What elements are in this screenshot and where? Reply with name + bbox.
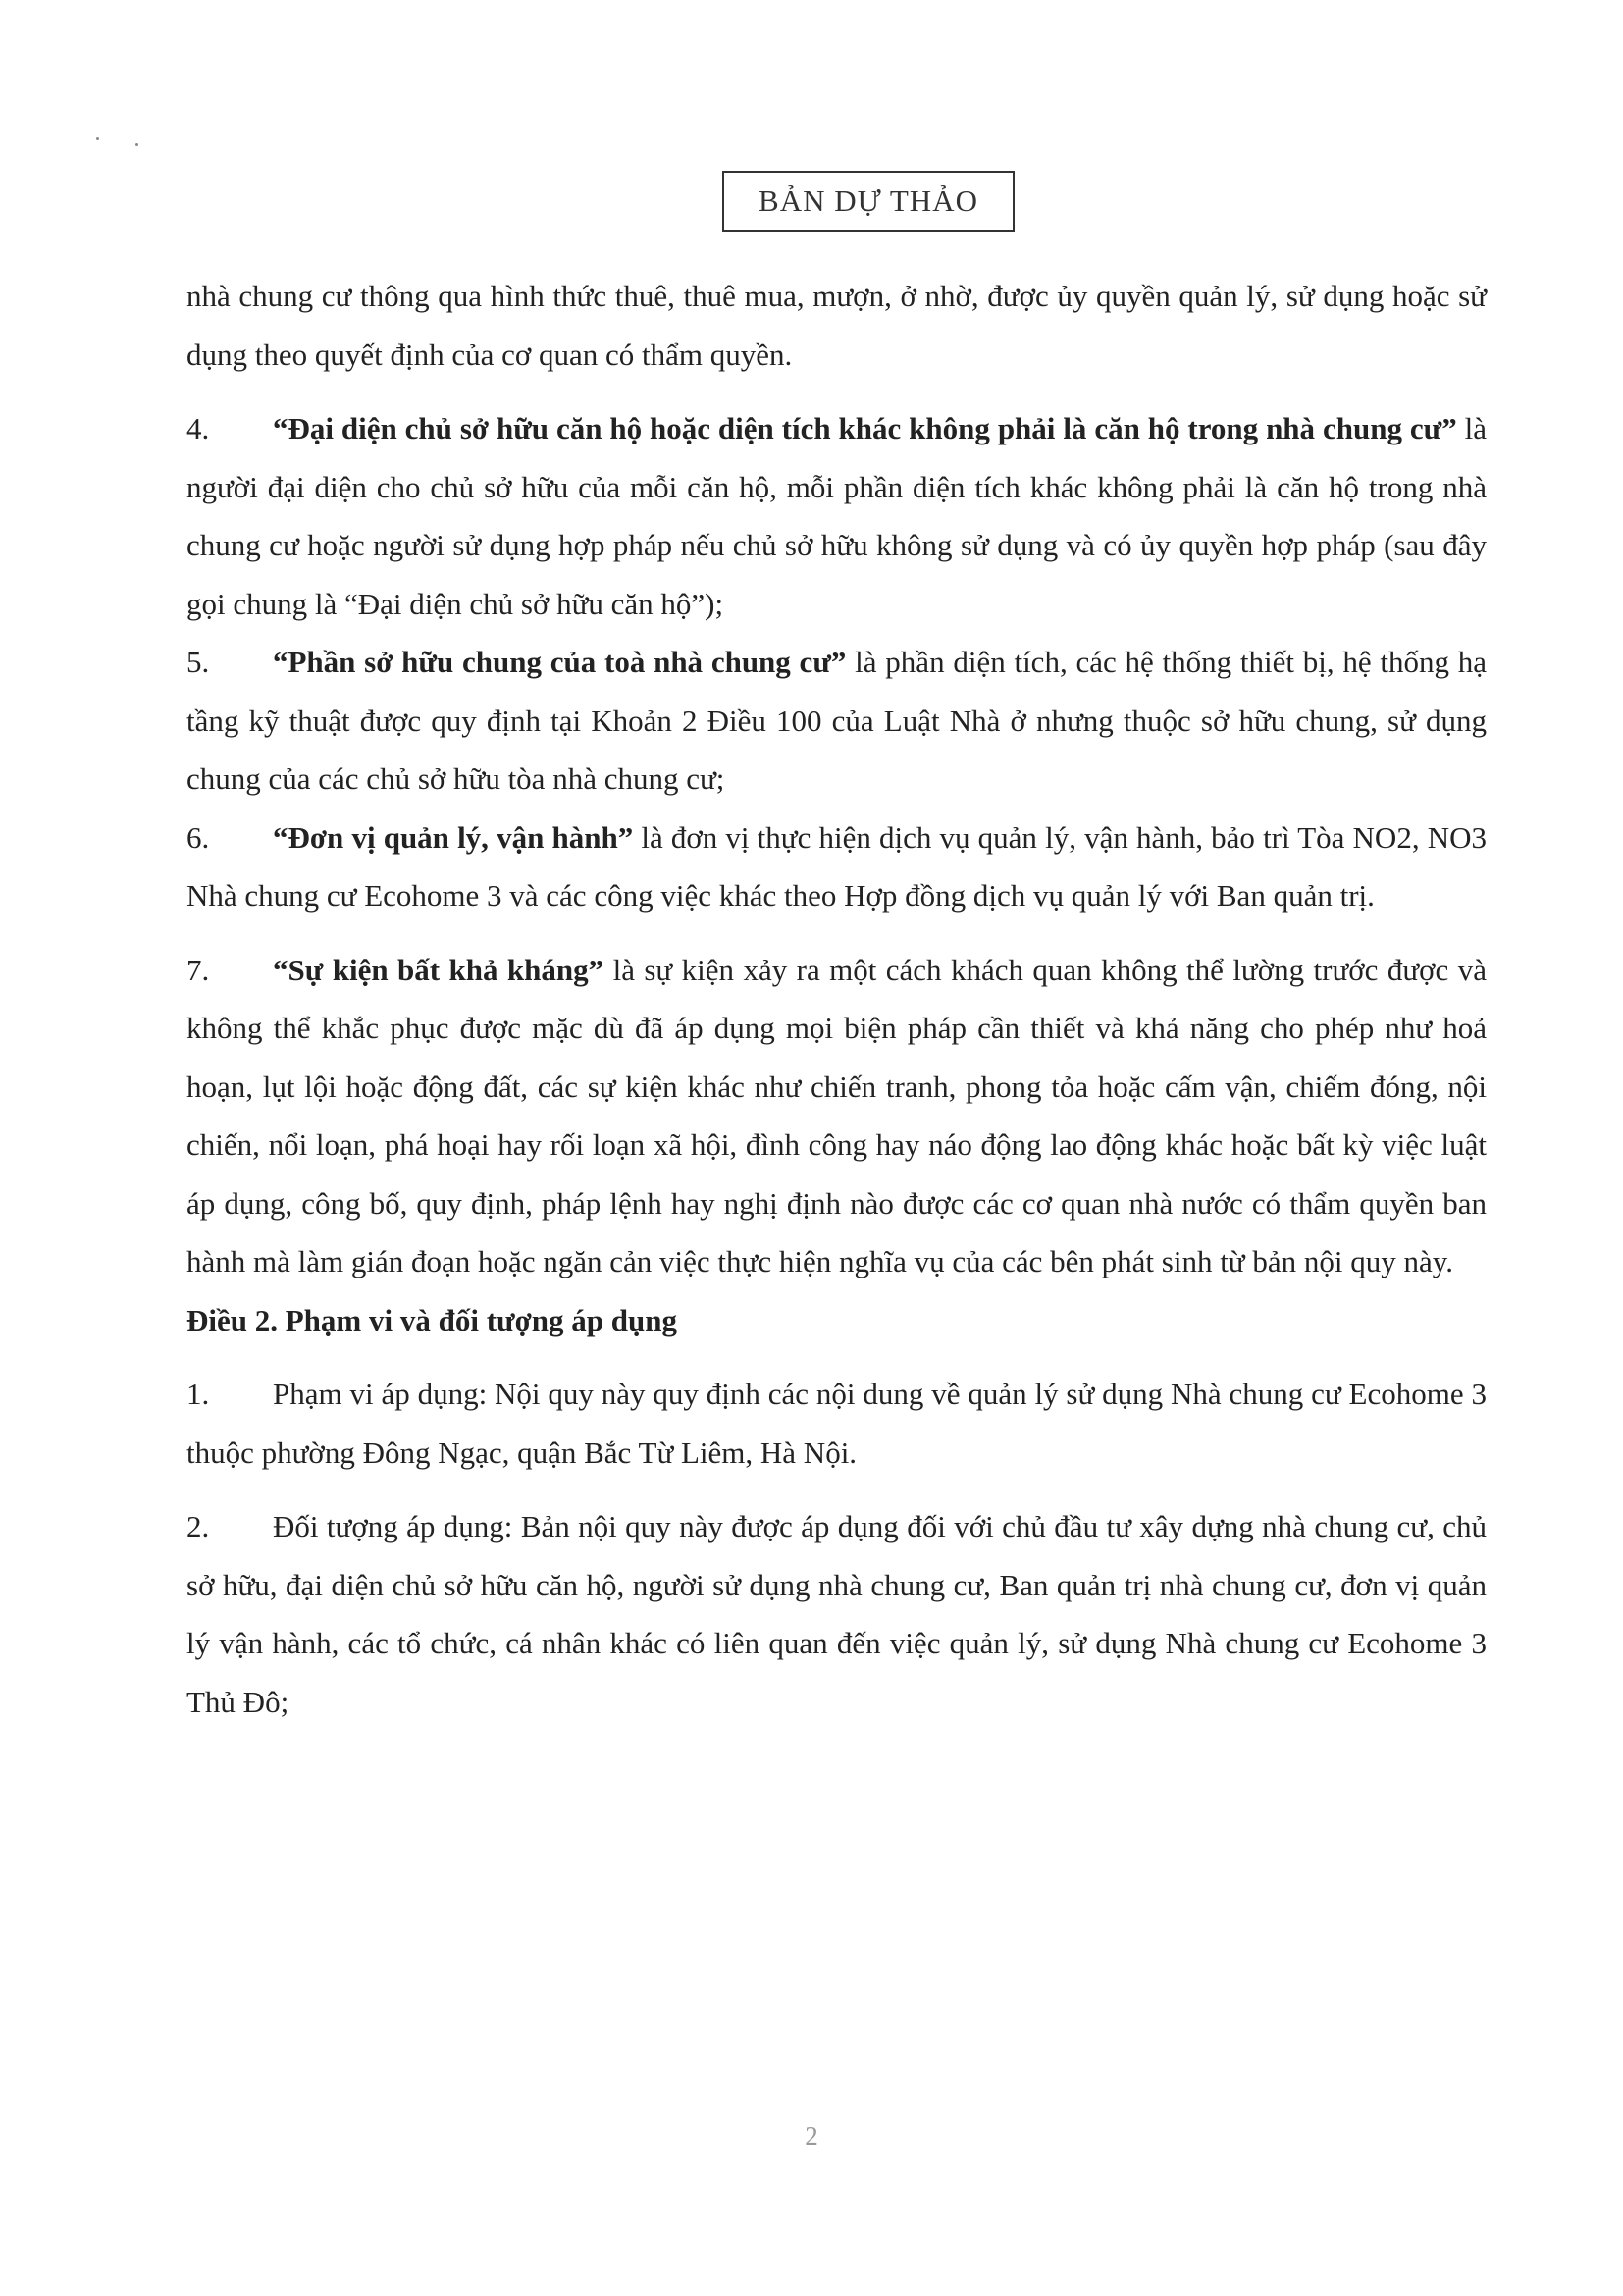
item-number: 6. [186,819,210,855]
item-text: Phạm vi áp dụng: Nội quy này quy định các nội dung về quản lý sử dụng Nhà chung cư Ecohome 3 thuộc phường Đông Ngạc, quận Bắc Từ Liêm, Hà Nội. [186,1377,1487,1470]
definition-item-5 [186,633,1487,809]
definition-item-6 [186,809,1487,925]
definition-term: “Đại diện chủ sở hữu căn hộ hoặc diện tích khác không phải là căn hộ trong nhà chung cư” [273,411,1457,445]
definition-term: “Đơn vị quản lý, vận hành” [273,819,634,855]
definition-text: là đơn vị thực hiện dịch vụ quản lý, vận hành, bảo trì Tòa NO2, NO3 Nhà chung cư Ecohome 3 và các công việc khác theo Hợp đồng dịch vụ quản lý với Ban quản trị. [186,819,1487,913]
item-number: 7. [186,952,210,987]
article-2-item-2 [186,1497,1487,1731]
page-number: 2 [805,2121,818,2151]
article-2-heading: Điều 2. Phạm vi và đối tượng áp dụng [186,1302,678,1337]
scan-speck [96,137,99,140]
draft-stamp: BẢN DỰ THẢO [722,171,1015,232]
item-number: 1. [186,1377,210,1411]
definition-item-7 [186,941,1487,1291]
article-2-item-1 [186,1365,1487,1482]
item-number: 5. [186,645,210,679]
intro-paragraph: nhà chung cư thông qua hình thức thuê, thuê mua, mượn, ở nhờ, được ủy quyền quản lý, sử dụng hoặc sử dụng theo quyết định của cơ quan có thẩm quyền. [186,279,1487,372]
scan-speck [135,143,138,146]
definition-item-4 [186,399,1487,633]
document-body [186,267,1487,1731]
item-text: Đối tượng áp dụng: Bản nội quy này được áp dụng đối với chủ đầu tư xây dựng nhà chung cư, chủ sở hữu, đại diện chủ sở hữu căn hộ, người sử dụng nhà chung cư, Ban quản trị nhà chung cư, đơn vị quản lý vận hành, các tổ chức, cá nhân khác có liên quan đến việc quản lý, sử dụng Nhà chung cư Ecohome 3 Thủ Đô; [186,1509,1487,1719]
definition-term: “Phần sở hữu chung của toà nhà chung cư” [273,645,847,679]
definition-text: là sự kiện xảy ra một cách khách quan không thể lường trước được và không thể khắc phục được mặc dù đã áp dụng mọi biện pháp cần thiết và khả năng cho phép như hoả hoạn, lụt lội hoặc động đất, các sự kiện khác như chiến tranh, phong tỏa hoặc cấm vận, chiếm đóng, nội chiến, nổi loạn, phá hoại hay rối loạn xã hội, đình công hay náo động lao động khác hoặc bất kỳ việc luật áp dụng, công bố, quy định, pháp lệnh hay nghị định nào được các cơ quan nhà nước có thẩm quyền ban hành mà làm gián đoạn hoặc ngăn cản việc thực hiện nghĩa vụ của các bên phát sinh từ bản nội quy này. [186,952,1487,1278]
item-number: 2. [186,1509,210,1543]
definition-text: là phần diện tích, các hệ thống thiết bị, hệ thống hạ tầng kỹ thuật được quy định tại Khoản 2 Điều 100 của Luật Nhà ở nhưng thuộc sở hữu chung, sử dụng chung của các chủ sở hữu tòa nhà chung cư; [186,645,1487,796]
item-number: 4. [186,411,210,445]
definition-text: là người đại diện cho chủ sở hữu của mỗi căn hộ, mỗi phần diện tích khác không phải là căn hộ trong nhà chung cư hoặc người sử dụng hợp pháp nếu chủ sở hữu không sử dụng và có ủy quyền hợp pháp (sau đây gọi chung là “Đại diện chủ sở hữu căn hộ”); [186,411,1488,621]
definition-term: “Sự kiện bất khả kháng” [273,952,604,987]
